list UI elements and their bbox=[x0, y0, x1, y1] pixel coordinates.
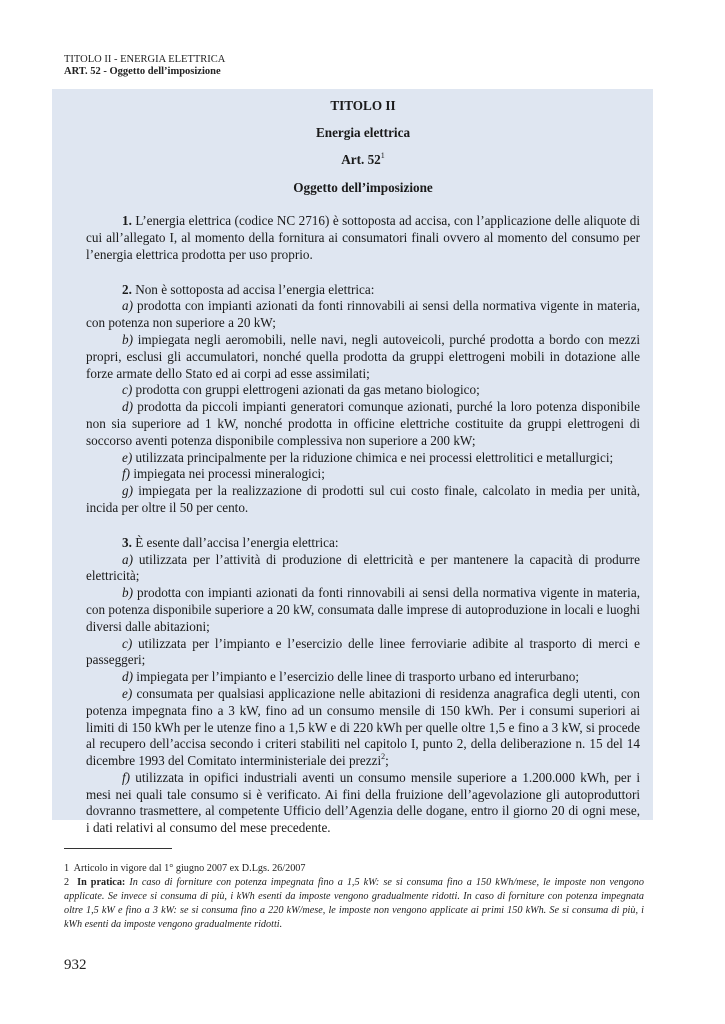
article-number bbox=[86, 152, 640, 169]
footnote-text: In caso di forniture con potenza impegnata fino a 1,5 kW: se si consuma fino a 150 kWh/mese, le imposte non vengono applicate. Se invece si consuma di più, i kWh esenti da imposte vengono gradualmente ridotti. In caso di forniture con potenza impegnata oltre 1,5 kW e fino a 3 kW: se si consuma fino a 220 kW/mese, le imposte non vengono applicate ai primi 150 kWh. Se si consuma di più, i kWh esenti da imposte vengono gradualmente ridotti. bbox=[64, 877, 644, 930]
paragraph-2 bbox=[86, 282, 640, 517]
paragraph-3 bbox=[86, 535, 640, 837]
list-item: b) prodotta con impianti azionati da fonti rinnovabili ai sensi della normativa vigente in materia, con potenza disponibile superiore a 20 kW, consumata dalle imprese di autoproduzione in locali e luoghi diversi dalle abitazioni; bbox=[86, 585, 641, 634]
page-number: 932 bbox=[64, 957, 87, 973]
list-item: f) utilizzata in opifici industriali aventi un consumo mensile superiore a 1.200.000 kWh, per i mesi nei quali tale consumo si è verificato. Ai fini della fruizione dell’agevolazione gli autoproduttori dovranno trasmettere, al competente Ufficio dell’Agenzia delle dogane, entro il giorno 20 di ogni mese, i dati relativi al consumo del mese precedente. bbox=[86, 769, 641, 836]
running-head-title: TITOLO II - ENERGIA ELETTRICA bbox=[64, 54, 226, 65]
footnote-label: In pratica: bbox=[77, 877, 126, 888]
list-item: d) prodotta da piccoli impianti generatori comunque azionati, purché la loro potenza disponibile non sia superiore ad 1 kW, nonché prodotta in officine elettriche costituite da gruppi elettrogeni di soccorso aventi potenza disponibile complessiva non superiore a 200 kW; bbox=[86, 399, 640, 448]
subtitle-heading: Energia elettrica bbox=[315, 124, 411, 140]
paragraph-text: L’energia elettrica (codice NC 2716) è sottoposta ad accisa, con l’applicazione delle aliquote di cui all’allegato I, al momento della fornitura ai consumatori finali ovvero al momento del consumo per l’energia elettrica prodotta per uso proprio. bbox=[86, 213, 640, 262]
footnote-ref-1[interactable]: 1 bbox=[380, 150, 385, 160]
list-item: f) impiegata nei processi mineralogici; bbox=[122, 466, 325, 482]
paragraph-lead bbox=[86, 282, 640, 299]
paragraph-lead-text: È esente dall’accisa l’energia elettrica: bbox=[135, 534, 339, 550]
paragraph-number: 3. bbox=[122, 534, 132, 550]
article-box bbox=[52, 89, 653, 836]
list-item: c) prodotta con gruppi elettrogeni azionati da gas metano biologico; bbox=[122, 382, 480, 398]
list-item: e) utilizzata principalmente per la riduzione chimica e nei processi elettrolitici e metallurgici; bbox=[122, 449, 614, 465]
list-item: e) consumata per qualsiasi applicazione nelle abitazioni di residenza anagrafica degli utenti, con potenza impegnata fino a 3 kW, fino ad un consumo mensile di 150 kWh. Per i consumi superiori ai limiti di 150 kWh per le utenze fino a 1,5 kW e di 220 kWh per quelle oltre 1,5 e fino a 3 kW, si procede al recupero dell’accisa secondo i criteri stabiliti nel capitolo I, punto 2, della deliberazione n. 15 del 14 dicembre 1993 del Comitato interministeriale dei prezzi$^2$; bbox=[86, 685, 640, 769]
paragraph-lead-text: Non è sottoposta ad accisa l’energia elettrica: bbox=[135, 281, 375, 297]
running-head-article: ART. 52 - Oggetto dell’imposizione bbox=[64, 66, 221, 77]
footnote-text: Articolo in vigore dal 1° giugno 2007 ex D.Lgs. 26/2007 bbox=[73, 863, 306, 874]
article-heading: Oggetto dell’imposizione bbox=[293, 180, 433, 196]
paragraph-1 bbox=[86, 213, 640, 263]
list-item: b) impiegata negli aeromobili, nelle navi, negli autoveicoli, purché prodotta a bordo con mezzi propri, esclusi gli accumulatori, nonché quella prodotta da gruppi elettrogeni mobili in dotazione alle forze armate dello Stato ed ai corpi ad esse assimilati; bbox=[86, 331, 640, 381]
title-heading: TITOLO II bbox=[330, 98, 396, 113]
running-head bbox=[64, 54, 225, 78]
list-item: a) prodotta con impianti azionati da fonti rinnovabili ai sensi della normativa vigente in materia, con potenza non superiore a 20 kW; bbox=[86, 298, 641, 331]
list-item: c) utilizzata per l’impianto e l’esercizio delle linee ferroviarie adibite al trasporto di merci e passeggeri; bbox=[86, 635, 640, 668]
paragraph-lead bbox=[86, 535, 640, 552]
paragraph-number: 1. bbox=[122, 213, 132, 229]
article-label: Art. 52 bbox=[341, 151, 381, 167]
footnote-ref-2[interactable]: 2 bbox=[381, 752, 386, 762]
footnote-number: 2 bbox=[64, 877, 70, 888]
footnote-1 bbox=[64, 862, 644, 876]
footnotes bbox=[64, 862, 644, 932]
list-item: g) impiegata per la realizzazione di prodotti sul cui costo finale, calcolato in media per unità, incida per oltre il 50 per cento. bbox=[86, 483, 640, 515]
list-item: d) impiegata per l’impianto e l’esercizio delle linee di trasporto urbano ed interurbano; bbox=[122, 669, 580, 685]
footnote-separator bbox=[64, 848, 172, 849]
paragraph-number: 2. bbox=[122, 281, 132, 297]
footnote-number: 1 bbox=[64, 863, 70, 874]
footnote-2 bbox=[64, 876, 644, 932]
list-item: a) utilizzata per l’attività di produzione di elettricità e per mantenere la capacità di produrre elettricità; bbox=[86, 551, 640, 584]
